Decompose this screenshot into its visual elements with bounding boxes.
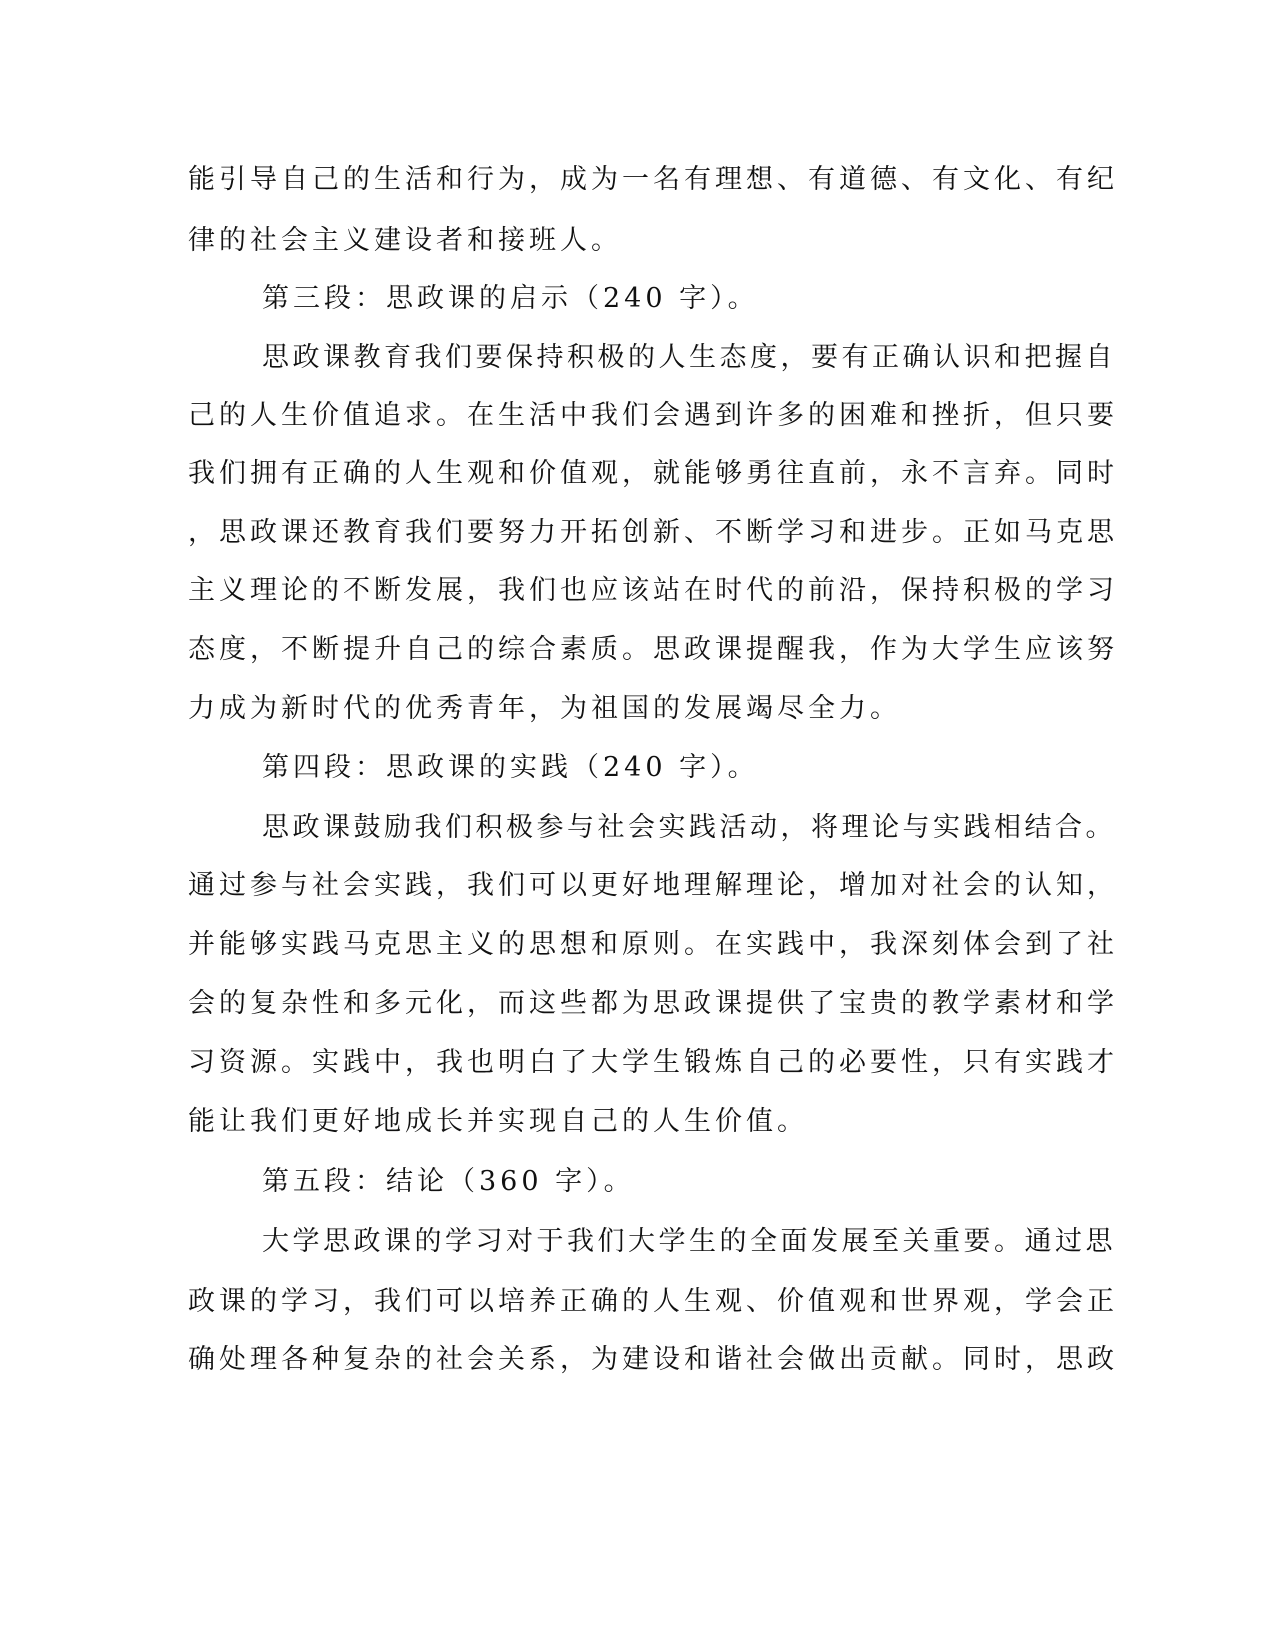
body-text-line: 能让我们更好地成长并实现自己的人生价值。	[188, 1106, 808, 1137]
body-text-line: 会的复杂性和多元化，而这些都为思政课提供了宝贵的教学素材和学	[188, 988, 1118, 1019]
body-text-line: 大学思政课的学习对于我们大学生的全面发展至关重要。通过思	[262, 1226, 1116, 1257]
body-text-line: 并能够实践马克思主义的思想和原则。在实践中，我深刻体会到了社	[188, 929, 1118, 960]
body-text-line: ，思政课还教育我们要努力开拓创新、不断学习和进步。正如马克思	[188, 517, 1118, 548]
body-text-line: 主义理论的不断发展，我们也应该站在时代的前沿，保持积极的学习	[188, 575, 1118, 606]
body-text-line: 政课的学习，我们可以培养正确的人生观、价值观和世界观，学会正	[188, 1286, 1118, 1317]
section-heading-5: 第五段：结论（360 字）。	[262, 1166, 635, 1197]
body-text-line: 己的人生价值追求。在生活中我们会遇到许多的困难和挫折，但只要	[188, 400, 1118, 431]
body-text-line: 确处理各种复杂的社会关系，为建设和谐社会做出贡献。同时，思政	[188, 1344, 1118, 1375]
section-heading-4: 第四段：思政课的实践（240 字）。	[262, 752, 759, 783]
section-heading-3: 第三段：思政课的启示（240 字）。	[262, 283, 759, 314]
body-text-line: 能引导自己的生活和行为，成为一名有理想、有道德、有文化、有纪	[188, 164, 1118, 195]
body-text-line: 律的社会主义建设者和接班人。	[188, 225, 622, 256]
body-text-line: 态度，不断提升自己的综合素质。思政课提醒我，作为大学生应该努	[188, 634, 1118, 665]
body-text-line: 我们拥有正确的人生观和价值观，就能够勇往直前，永不言弃。同时	[188, 458, 1118, 489]
body-text-line: 通过参与社会实践，我们可以更好地理解理论，增加对社会的认知，	[188, 870, 1118, 901]
body-text-line: 思政课鼓励我们积极参与社会实践活动，将理论与实践相结合。	[262, 812, 1116, 843]
body-text-line: 力成为新时代的优秀青年，为祖国的发展竭尽全力。	[188, 693, 901, 724]
body-text-line: 思政课教育我们要保持积极的人生态度，要有正确认识和把握自	[262, 342, 1116, 373]
body-text-line: 习资源。实践中，我也明白了大学生锻炼自己的必要性，只有实践才	[188, 1047, 1118, 1078]
